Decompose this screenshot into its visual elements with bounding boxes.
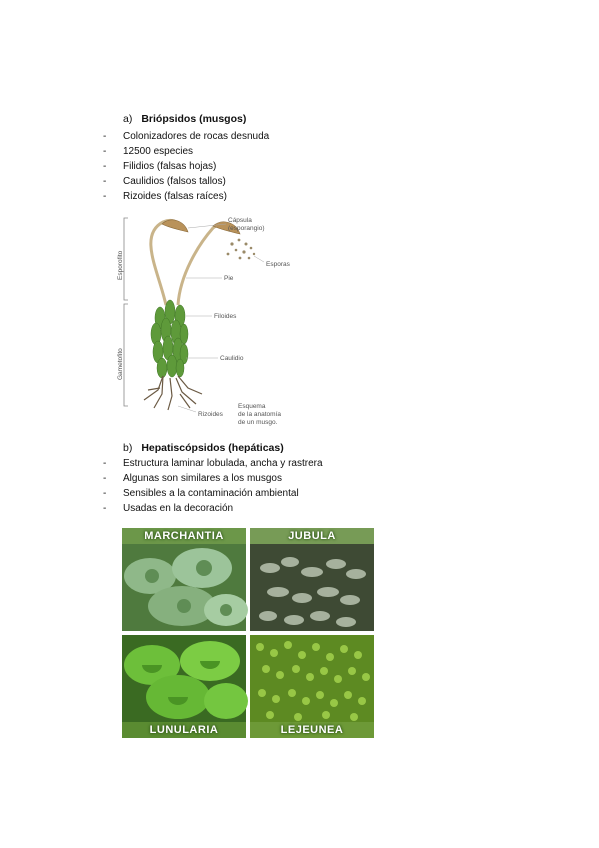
list-item: - Estructura laminar lobulada, ancha y rastrera [103, 458, 323, 469]
gametophyte-label: Gametofito [117, 348, 124, 380]
lejeunea-label: LEJEUNEA [280, 724, 344, 736]
list-item: - 12500 especies [103, 146, 194, 157]
sporophyte-label: Esporofito [117, 250, 124, 280]
rhizoids-label: Rizoides [198, 411, 223, 418]
spores-label: Esporas [266, 261, 290, 268]
moss-anatomy-diagram [118, 210, 318, 432]
section-b-letter: b) [123, 442, 133, 454]
list-item: - Algunas son similares a los musgos [103, 473, 282, 484]
lunularia-image [122, 635, 246, 738]
lejeunea-image [250, 635, 374, 738]
photo-jubula [250, 528, 374, 631]
list-item: - Colonizadores de rocas desnuda [103, 131, 270, 142]
foot-label: Pie [224, 275, 234, 282]
section-a-heading [123, 113, 246, 125]
jubula-image [250, 528, 374, 631]
list-item: - Filidios (falsas hojas) [103, 161, 217, 172]
section-b-title: Hepatiscópsidos (hepáticas) [141, 442, 284, 454]
photo-lunularia [122, 635, 246, 738]
list-item: - Sensibles a la contaminación ambiental [103, 488, 299, 499]
caption-line-1: Esquema [238, 403, 266, 410]
jubula-label: JUBULA [288, 530, 336, 542]
section-a-list [103, 129, 270, 204]
section-b-heading [123, 442, 284, 454]
list-item: - Rizoides (falsas raíces) [103, 191, 227, 202]
photo-lejeunea [250, 635, 374, 738]
lunularia-label: LUNULARIA [149, 724, 219, 736]
phyllid-label: Filoides [214, 313, 237, 320]
photo-marchantia [122, 528, 246, 631]
list-item: - Usadas en la decoración [103, 503, 234, 514]
caption-line-2: de la anatomía [238, 411, 282, 418]
marchantia-image [122, 528, 246, 631]
caulid-label: Caulidio [220, 355, 244, 362]
capsule-sub-label: (esporangio) [228, 225, 265, 232]
liverwort-photo-grid [122, 528, 374, 738]
section-b-list [103, 456, 323, 516]
section-a-title: Briópsidos (musgos) [141, 113, 247, 125]
section-a-letter: a) [123, 113, 133, 125]
capsule-label: Cápsula [228, 217, 252, 224]
marchantia-label: MARCHANTIA [144, 530, 224, 542]
caption-line-3: de un musgo. [238, 419, 278, 426]
list-item: - Caulidios (falsos tallos) [103, 176, 226, 187]
